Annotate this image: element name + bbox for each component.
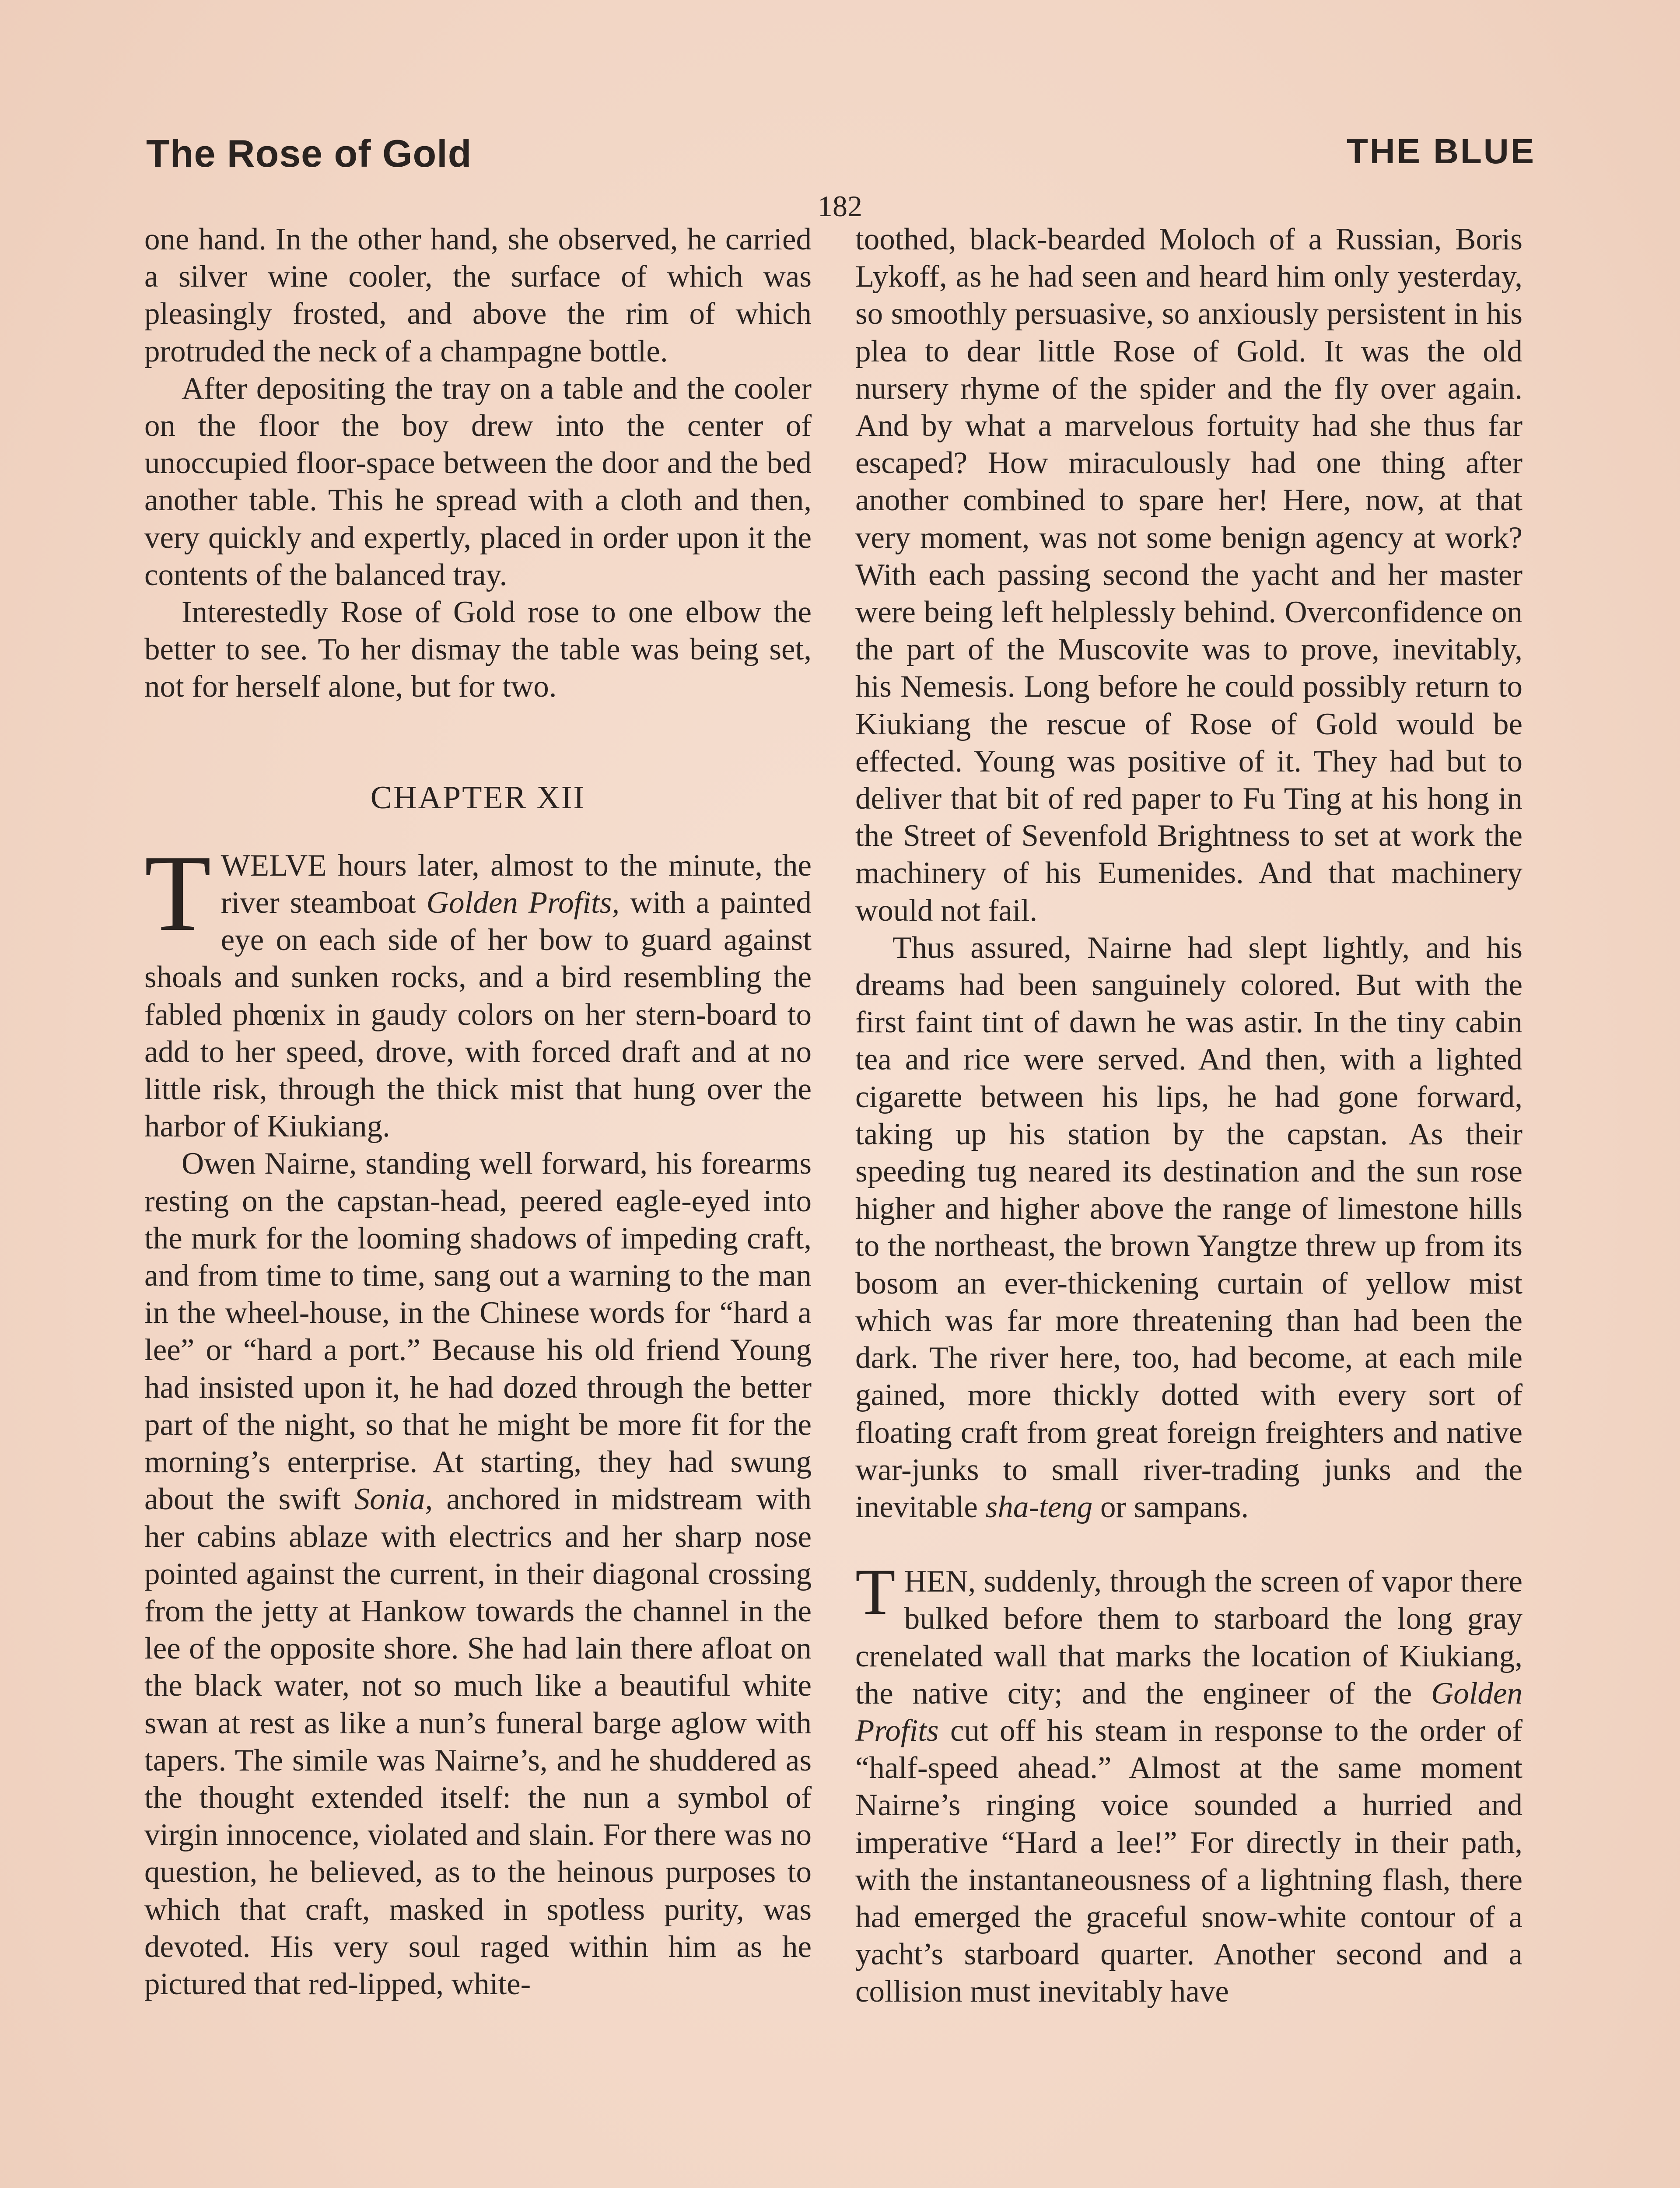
text-run: anchored in midstream with her cabins ablaze with electrics and her sharp nose pointed against the current, in their diagonal crossing from the jetty at Hankow towards the channel in the lee of the opposite shore. She had lain there afloat on the black water, not so much like a beautiful white swan at rest as like a nun’s funeral barge aglow with tapers. The simile was Nairne’s, and he shuddered as the thought extended itself: the nun a symbol of virgin innocence, violated and slain. For there was no question, he believed, as to the heinous purposes to which that craft, masked in spotless purity, was devoted. His very soul raged within him as he pictured that red-lipped, white-: [144, 1482, 812, 2001]
text-run: cut off his steam in response to the order of “half-speed ahead.” Almost at the same moment Nairne’s ringing voice sounded a hurried and imperative “Hard a lee!” For directly in their path, with the instantaneousness of a lightning flash, there had emerged the graceful snow-white contour of a yacht’s starboard quarter. Another second and a collision must inevitably have: [855, 1713, 1522, 2009]
ship-name: Golden Profits: [855, 1676, 1522, 1748]
text-run: with a painted eye on each side of her bow to guard against shoals and sunken rocks, and a bird resembling the fabled phœnix in gaudy colors on her stern-board to add to her speed, drove, with forced draft and at no little risk, through the thick mist that hung over the harbor of Kiukiang.: [144, 886, 812, 1144]
right-paragraph-1: toothed, black-bearded Moloch of a Russian, Boris Lykoff, as he had seen and heard him only yesterday, so smoothly persuasive, so anxiously persistent in his plea to dear little Rose of Gold. It was the old nursery rhyme of the spider and the fly over again. And by what a marvelous fortuity had she thus far escaped? How miraculously had one thing after another combined to spare her! Here, now, at that very moment, was not some benign agency at work? With each passing second the yacht and her master were being left helplessly behind. Overconfidence on the part of the Muscovite was to prove, inevitably, his Nemesis. Long before he could possibly return to Kiukiang the rescue of Rose of Gold would be effected. Young was positive of it. They had but to deliver that bit of red paper to Fu Ting at his hong in the Street of Sevenfold Brightness to set at work the machinery of his Eumenides. And that machinery would not fail.: [855, 222, 1522, 928]
right-paragraph-3: [855, 1556, 1522, 2010]
running-head-left: The Rose of Gold: [146, 132, 472, 175]
section-break: [855, 1526, 1522, 1563]
text-run: Owen Nairne, standing well forward, his forearms resting on the capstan-head, peered eagle-eyed into the murk for the looming shadows of impeding craft, and from time to time, sang out a warning to the man in the wheel-house, in the Chinese words for “hard a lee” or “hard a port.” Because his old friend Young had insisted upon it, he had dozed through the better part of the night, so that he might be more fit for the morning’s enterprise. At starting, they had swung about the swift: [144, 1147, 812, 1517]
text-run: or sampans.: [1092, 1490, 1249, 1524]
ship-name: Sonia,: [354, 1482, 433, 1517]
chapter-heading: CHAPTER XII: [370, 779, 586, 816]
left-paragraph-2: After depositing the tray on a table and the cooler on the floor the boy drew into the center of unoccupied floor-space between the door and the bed another table. This he spread with a cloth and then, very quickly and expertly, placed in order upon it the contents of the balanced tray.: [144, 371, 812, 592]
left-paragraph-3: Interestedly Rose of Gold rose to one elbow the better to see. To her dismay the table was being set, not for herself alone, but for two.: [144, 595, 812, 704]
page-number: 182: [818, 189, 862, 223]
right-column: [855, 221, 1522, 2011]
right-paragraph-2: [855, 929, 1522, 1526]
text-run: hours later, almost to the minute, the river steamboat: [220, 848, 812, 920]
text-run: Thus assured, Nairne had slept lightly, and his dreams had been sanguinely colored. But with the first faint tint of dawn he was astir. In the tiny cabin tea and rice were served. And then, with a lighted cigarette between his lips, he had gone forward, taking up his station by the capstan. As their speeding tug neared its destination and the sun rose higher and higher above the range of limestone hills to the northeast, the brown Yangtze threw up from its bosom an ever-thickening curtain of yellow mist which was far more threatening than had been the dark. The river here, too, had become, at each mile gained, more thickly dotted with every sort of floating craft from great foreign freighters and native war-junks to small river-trading junks and the inevitable: [855, 930, 1522, 1524]
left-paragraph-1: one hand. In the other hand, she observed, he carried a silver wine cooler, the surface of which was pleasingly frosted, and above the rim of which protruded the neck of a champagne bottle.: [144, 222, 812, 368]
left-paragraph-4: [144, 832, 812, 1146]
small-caps-lead: WELVE: [220, 848, 327, 883]
left-column: [144, 221, 812, 2003]
drop-cap: T: [144, 832, 211, 954]
running-head-right: THE BLUE: [1347, 132, 1536, 171]
boat-name: sha-teng: [985, 1490, 1093, 1524]
left-paragraph-5: [144, 1145, 812, 2003]
text-run: suddenly, through the screen of vapor there bulked before them to starboard the long gray crenelated wall that marks the location of Kiukiang, the native city; and the engineer of the: [855, 1564, 1522, 1711]
ship-name: Golden Profits,: [426, 886, 620, 920]
drop-cap: T: [855, 1556, 896, 1629]
small-caps-lead: HEN,: [904, 1564, 976, 1599]
